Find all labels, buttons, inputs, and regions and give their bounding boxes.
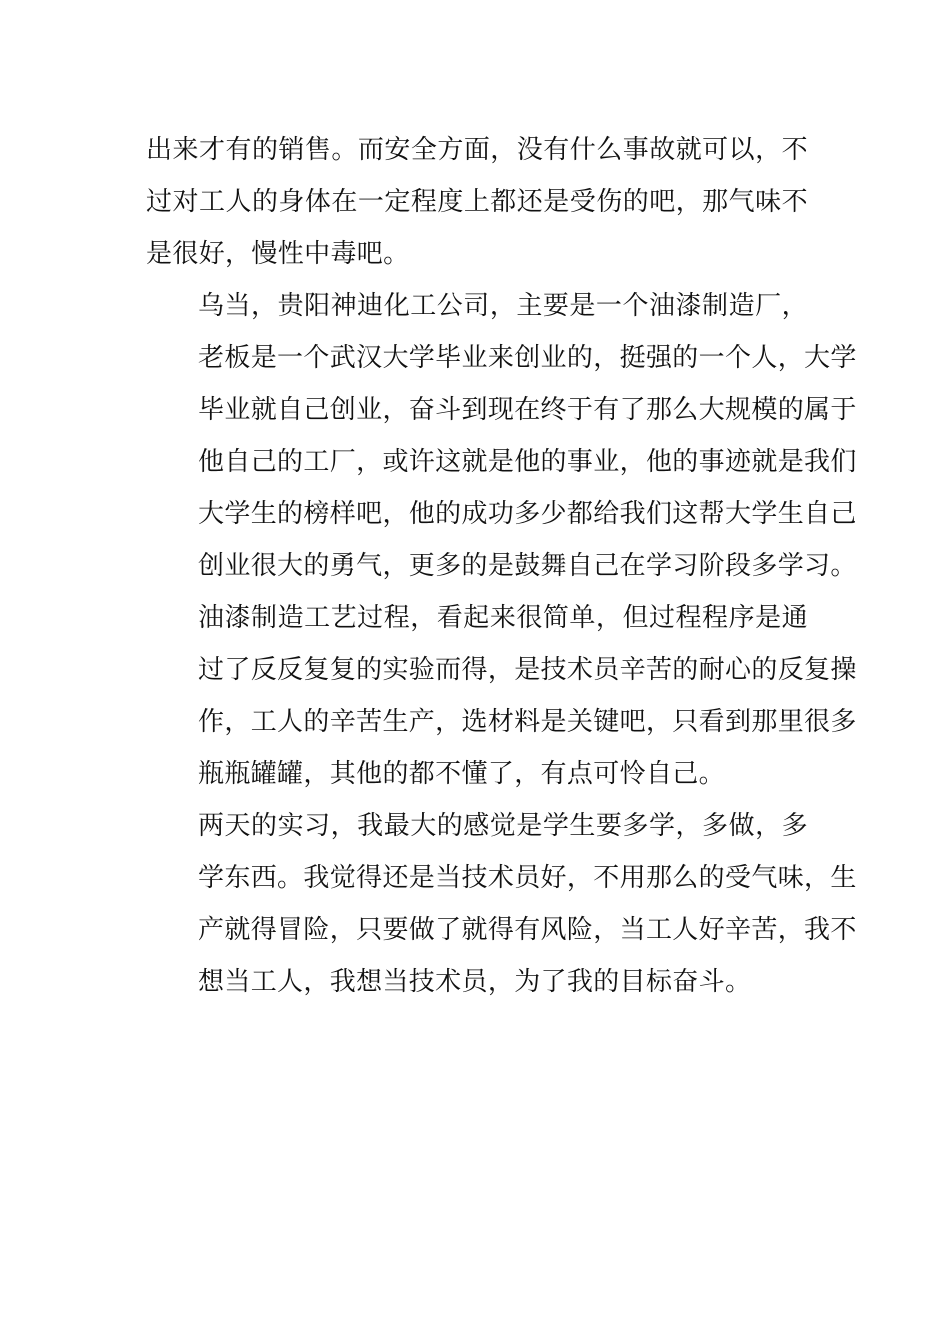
paragraph-line: 过了反反复复的实验而得，是技术员辛苦的耐心的反复操 — [198, 655, 857, 685]
paragraph-line: 油漆制造工艺过程，看起来很简单，但过程程序是通 — [198, 603, 808, 633]
paragraph-line: 乌当，贵阳神迪化工公司，主要是一个油漆制造厂， — [198, 291, 808, 321]
paragraph-line: 作，工人的辛苦生产，选材料是关键吧，只看到那里很多 — [198, 707, 857, 737]
paragraph-line: 大学生的榜样吧，他的成功多少都给我们这帮大学生自己 — [198, 499, 857, 529]
paragraph-line: 学东西。我觉得还是当技术员好，不用那么的受气味，生 — [198, 863, 857, 893]
paragraph-line: 过对工人的身体在一定程度上都还是受伤的吧，那气味不 — [146, 187, 808, 217]
paragraph-line: 想当工人，我想当技术员，为了我的目标奋斗。 — [198, 967, 752, 997]
paragraph-1 — [146, 124, 808, 280]
paragraph-line: 出来才有的销售。而安全方面，没有什么事故就可以，不 — [146, 135, 808, 165]
paragraph-line: 产就得冒险，只要做了就得有风险，当工人好辛苦，我不 — [198, 915, 857, 945]
paragraph-line: 老板是一个武汉大学毕业来创业的，挺强的一个人，大学 — [198, 343, 857, 373]
paragraph-4 — [146, 800, 857, 1008]
document-body — [146, 124, 857, 1008]
paragraph-line: 毕业就自己创业，奋斗到现在终于有了那么大规模的属于 — [198, 395, 857, 425]
paragraph-line: 是很好，慢性中毒吧。 — [146, 239, 410, 269]
paragraph-2 — [146, 280, 857, 592]
paragraph-line: 瓶瓶罐罐，其他的都不懂了，有点可怜自己。 — [198, 759, 726, 789]
paragraph-line: 创业很大的勇气，更多的是鼓舞自己在学习阶段多学习。 — [198, 551, 857, 581]
paragraph-line: 他自己的工厂，或许这就是他的事业，他的事迹就是我们 — [198, 447, 857, 477]
paragraph-line: 两天的实习，我最大的感觉是学生要多学，多做，多 — [198, 811, 808, 841]
paragraph-3 — [146, 592, 857, 800]
